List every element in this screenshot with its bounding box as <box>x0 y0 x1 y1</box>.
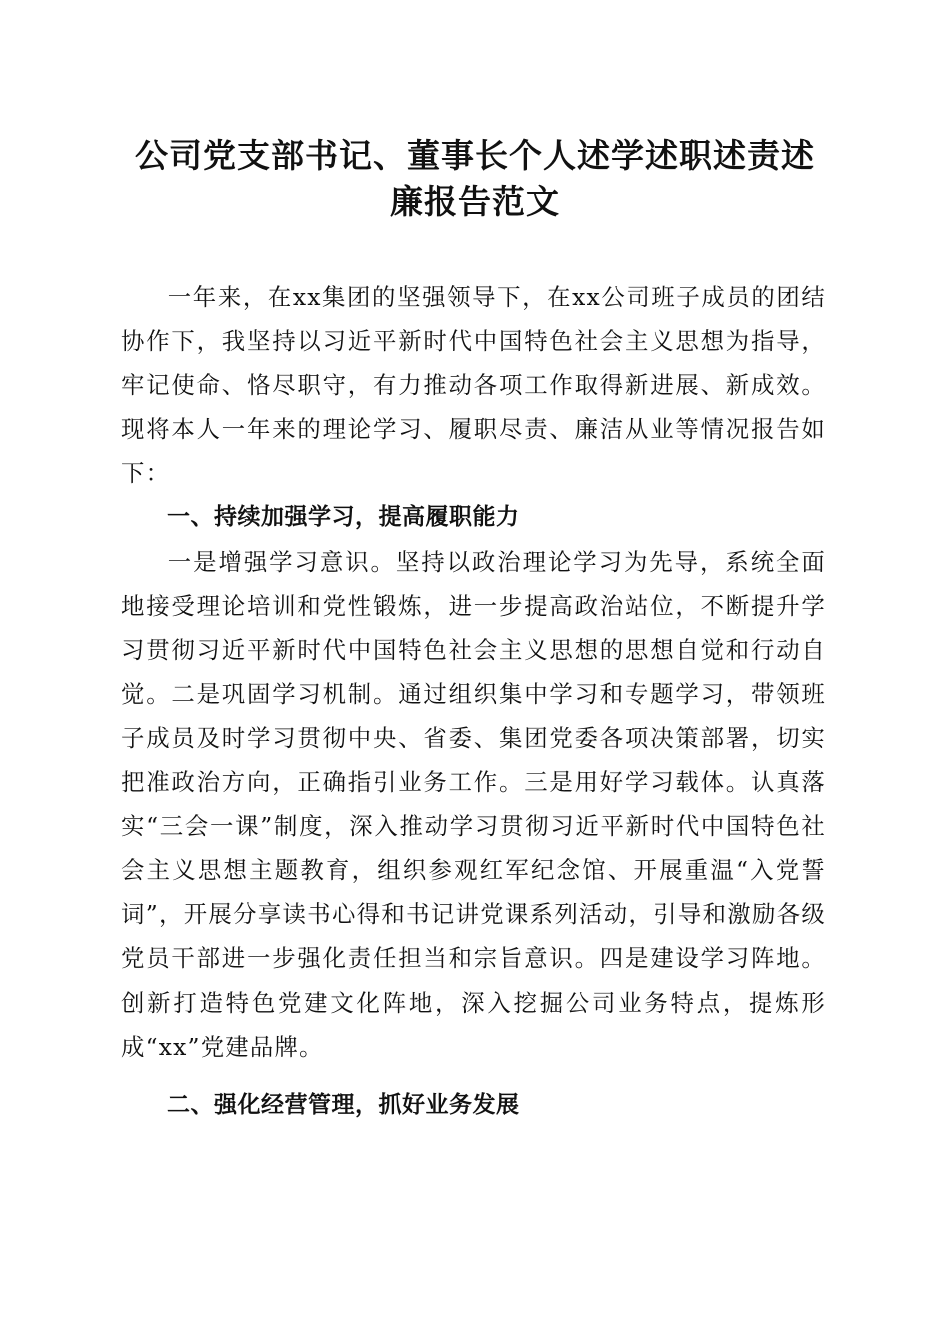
document-body <box>121 275 826 1127</box>
intro-paragraph: 一年来，在xx集团的坚强领导下，在xx公司班子成员的团结协作下，我坚持以习近平新时代中国特色社会主义思想为指导，牢记使命、恪尽职守，有力推动各项工作取得新进展、新成效。现将本人一年来的理论学习、履职尽责、廉洁从业等情况报告如下： <box>121 283 826 488</box>
section-1-heading: 一、持续加强学习，提高履职能力 <box>167 504 520 531</box>
title-line-2: 廉报告范文 <box>390 182 560 221</box>
section-1-paragraph: 一是增强学习意识。坚持以政治理论学习为先导，系统全面地接受理论培训和党性锻炼，进一步提高政治站位，不断提升学习贯彻习近平新时代中国特色社会主义思想的思想自觉和行动自觉。二是巩固学习机制。通过组织集中学习和专题学习，带领班子成员及时学习贯彻中央、省委、集团党委各项决策部署，切实把准政治方向，正确指引业务工作。三是用好学习载体。认真落实“三会一课”制度，深入推动学习贯彻习近平新时代中国特色社会主义思想主题教育，组织参观红军纪念馆、开展重温“入党誓词”，开展分享读书心得和书记讲党课系列活动，引导和激励各级党员干部进一步强化责任担当和宗旨意识。四是建设学习阵地。创新打造特色党建文化阵地，深入挖掘公司业务特点，提炼形成“xx”党建品牌。 <box>121 547 826 1061</box>
title-line-1: 公司党支部书记、董事长个人述学述职述责述 <box>135 136 815 175</box>
document-title <box>100 133 850 225</box>
section-2-heading: 二、强化经营管理，抓好业务发展 <box>167 1091 520 1118</box>
